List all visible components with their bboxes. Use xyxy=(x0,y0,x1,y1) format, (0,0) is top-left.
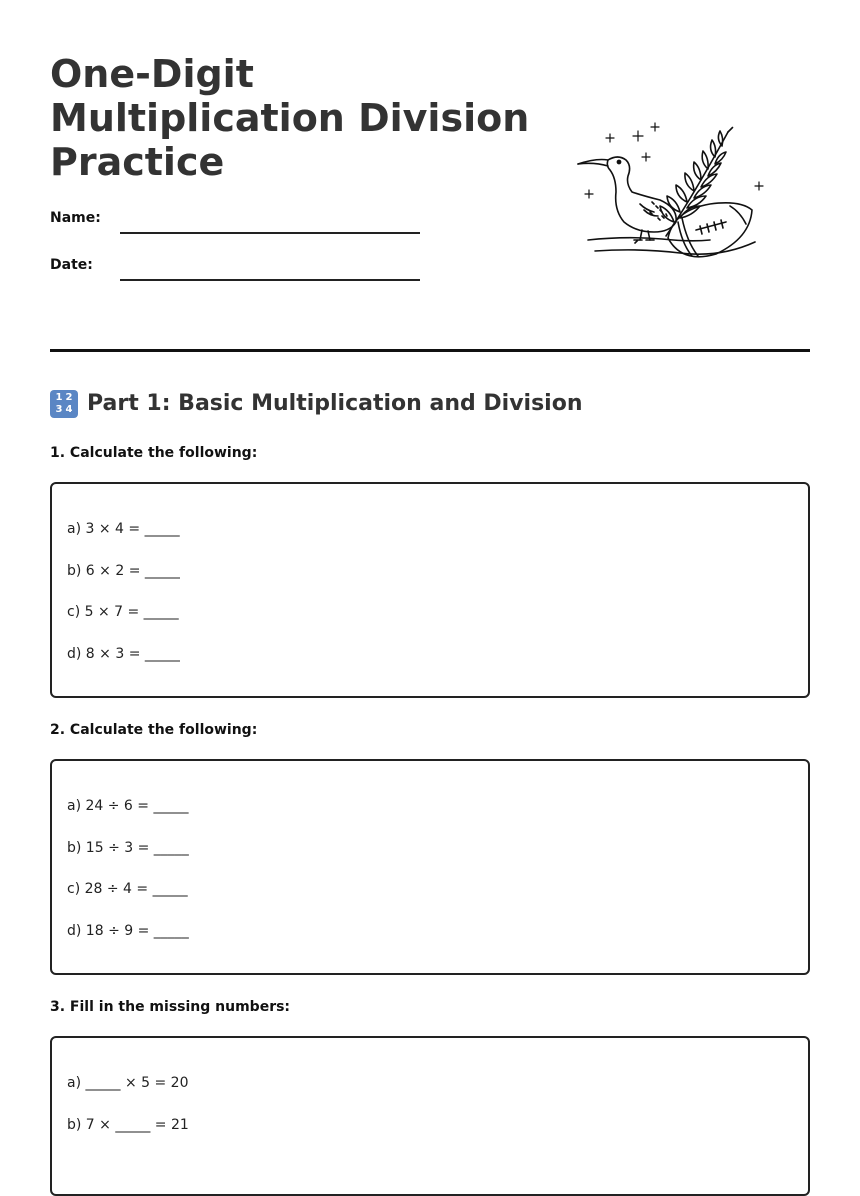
icon-digit: 1 xyxy=(55,392,63,403)
problem-item: b) 6 × 2 = _____ xyxy=(67,563,180,579)
icon-digit: 4 xyxy=(65,404,73,415)
problem-item: d) 18 ÷ 9 = _____ xyxy=(67,923,189,939)
name-answer-line xyxy=(120,232,420,234)
title-line: One-Digit xyxy=(50,52,254,96)
sparkle-icons xyxy=(585,123,763,198)
kiwi-bird xyxy=(578,157,676,243)
problem-item: c) 5 × 7 = _____ xyxy=(67,604,179,620)
problem-item: d) 8 × 3 = _____ xyxy=(67,646,180,662)
title-line: Practice xyxy=(50,140,225,184)
problem-item: c) 28 ÷ 4 = _____ xyxy=(67,881,188,897)
problem-item: a) 24 ÷ 6 = _____ xyxy=(67,798,189,814)
date-field xyxy=(50,257,430,287)
question-2-heading: 2. Calculate the following: xyxy=(50,722,258,738)
icon-digit: 2 xyxy=(65,392,73,403)
problem-item: a) 3 × 4 = _____ xyxy=(67,521,180,537)
name-field xyxy=(50,210,430,240)
title-line: Multiplication Division xyxy=(50,96,530,140)
part-1-heading xyxy=(50,388,583,420)
part-1-heading-text: Part 1: Basic Multiplication and Division xyxy=(87,391,583,416)
question-1-heading: 1. Calculate the following: xyxy=(50,445,258,461)
question-1-box xyxy=(50,482,810,698)
worksheet-title xyxy=(50,52,550,184)
name-label: Name: xyxy=(50,210,101,226)
question-3-heading: 3. Fill in the missing numbers: xyxy=(50,999,291,1015)
problem-item: a) _____ × 5 = 20 xyxy=(67,1075,189,1091)
icon-digit: 3 xyxy=(55,404,63,415)
input-numbers-icon xyxy=(50,390,78,418)
date-label: Date: xyxy=(50,257,93,273)
header-divider xyxy=(50,349,810,352)
date-answer-line xyxy=(120,279,420,281)
problem-item: b) 15 ÷ 3 = _____ xyxy=(67,840,189,856)
problem-item: b) 7 × _____ = 21 xyxy=(67,1117,189,1133)
kiwi-bird-fern-football-illustration xyxy=(570,118,770,268)
question-3-box xyxy=(50,1036,810,1196)
question-2-box xyxy=(50,759,810,975)
